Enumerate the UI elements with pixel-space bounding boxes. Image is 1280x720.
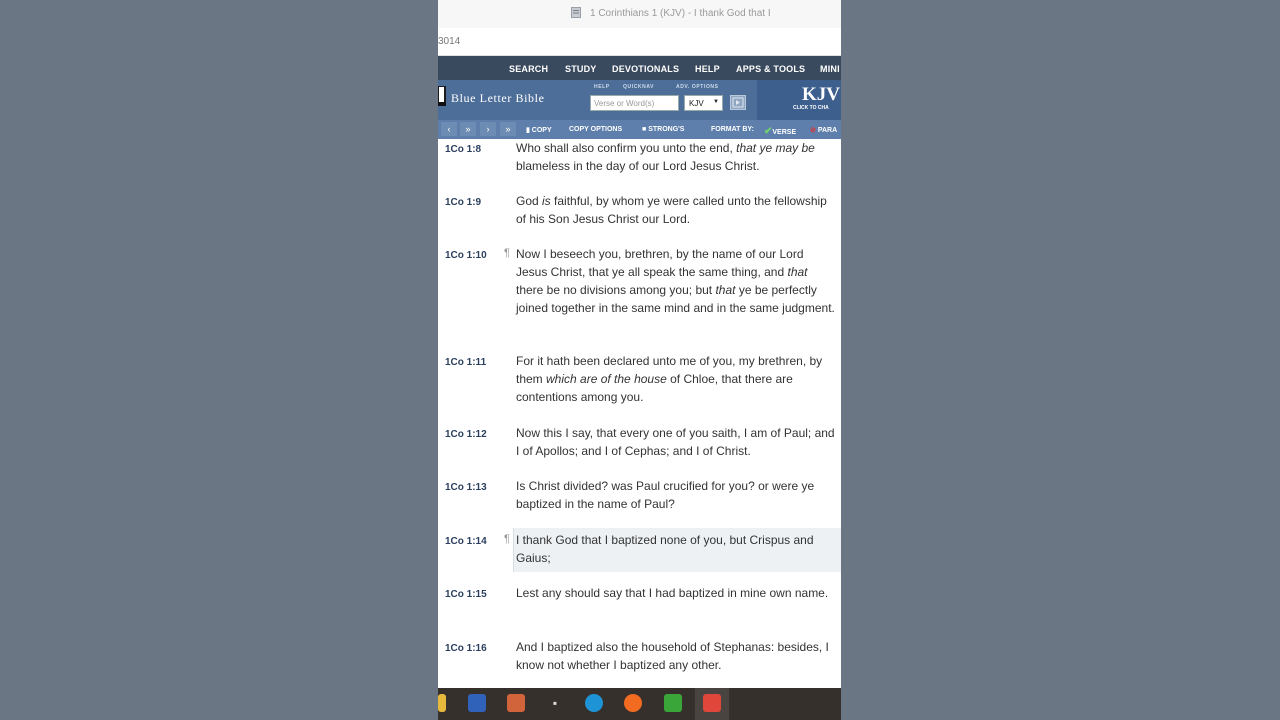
- italic-supplied-word: that ye may be: [736, 141, 815, 155]
- verse-text-segment: of Chloe, that there are contentions among you.: [516, 372, 793, 404]
- verse-list: [438, 139, 841, 688]
- italic-supplied-word: that: [787, 265, 808, 279]
- verse-reference[interactable]: 1Co 1:16: [445, 643, 487, 654]
- verse-text-segment: faithful, by whom ye were called unto the fellowship of his Son Jesus Christ our Lord.: [516, 194, 827, 226]
- camtasia-green-icon[interactable]: [664, 694, 682, 712]
- paragraph-mark: ¶: [504, 533, 510, 545]
- nav-apps-tools[interactable]: APPS & TOOLS: [736, 64, 806, 74]
- verse-reference[interactable]: 1Co 1:10: [445, 250, 487, 261]
- next-chapter-button[interactable]: [480, 122, 496, 136]
- go-button[interactable]: [730, 95, 746, 110]
- verse-text: [516, 424, 838, 460]
- chevron-right-icon: ›: [486, 124, 490, 134]
- verse-text-segment: God: [516, 194, 543, 208]
- verse-text-segment: Now I beseech you, brethren, by the name of our Lord Jesus Christ, that ye all speak the same thing, and: [516, 247, 804, 279]
- strongs-label: STRONG'S: [648, 126, 685, 133]
- address-text: 3014: [438, 36, 461, 47]
- verse-text-segment: For it hath been declared unto me of you, my brethren, by them: [516, 354, 823, 386]
- last-chapter-button[interactable]: [500, 122, 516, 136]
- italic-supplied-word: is: [542, 194, 551, 208]
- nav-search[interactable]: SEARCH: [509, 64, 549, 74]
- verse-text: [516, 584, 838, 602]
- verse-reference[interactable]: 1Co 1:12: [445, 429, 487, 440]
- adv-options-label[interactable]: ADV. OPTIONS: [676, 84, 719, 90]
- powerpoint-icon[interactable]: [507, 694, 525, 712]
- help-label: HELP: [594, 84, 610, 90]
- para-label: PARA: [817, 127, 838, 134]
- copy-label: COPY: [531, 127, 552, 134]
- verse-text-segment: Who shall also confirm you unto the end,: [516, 141, 737, 155]
- verse-text-segment: I thank God that I baptized none of you, but Crispus and Gaius;: [516, 533, 814, 565]
- italic-supplied-word: that: [715, 283, 736, 297]
- double-chevron-right-icon: »: [505, 124, 511, 134]
- browser-tab[interactable]: [438, 0, 841, 28]
- camtasia-red-icon[interactable]: [703, 694, 721, 712]
- previous-chapter-button[interactable]: [441, 122, 457, 136]
- format-para-option[interactable]: [810, 126, 837, 134]
- word-icon[interactable]: [468, 694, 486, 712]
- version-select[interactable]: [684, 95, 723, 111]
- tab-title: 1 Corinthians 1 (KJV) - I thank God that I: [590, 8, 771, 19]
- paragraph-mark: ¶: [504, 247, 510, 259]
- copy-button[interactable]: [526, 126, 552, 134]
- verse-text-segment: blameless in the day of our Lord Jesus Christ.: [516, 159, 760, 173]
- verse-text-segment: Lest any should say that I had baptized in mine own name.: [516, 586, 829, 600]
- firefox-icon[interactable]: [624, 694, 642, 712]
- copy-options-button[interactable]: COPY OPTIONS: [569, 126, 623, 133]
- go-arrow-icon: [731, 96, 745, 109]
- site-nav: [438, 56, 841, 80]
- no-entry-icon: ⊘: [810, 127, 818, 134]
- verse-text-segment: And I baptized also the household of Stephanas: besides, I know not whether I baptized any other.: [516, 640, 829, 672]
- verse-reference[interactable]: 1Co 1:15: [445, 589, 487, 600]
- strongs-toggle[interactable]: [642, 126, 684, 133]
- nav-mini[interactable]: MINI: [820, 64, 840, 74]
- site-logo[interactable]: Blue Letter Bible: [451, 91, 545, 105]
- next-verse-button[interactable]: [460, 122, 476, 136]
- edge-icon[interactable]: [585, 694, 603, 712]
- chevron-left-icon: ‹: [447, 124, 451, 134]
- checkmark-icon: ✔: [764, 126, 773, 137]
- verse-text-segment: ye be perfectly joined together in the same mind and in the same judgment.: [516, 283, 835, 315]
- verse-reference[interactable]: 1Co 1:11: [445, 357, 487, 368]
- italic-supplied-word: which are of the house: [546, 372, 667, 386]
- verse-text: [516, 638, 838, 674]
- verse-reference[interactable]: 1Co 1:14: [445, 536, 487, 547]
- verse-label: VERSE: [772, 129, 797, 136]
- nav-study[interactable]: STUDY: [565, 64, 597, 74]
- verse-text-segment: Now this I say, that every one of you saith, I am of Paul; and I of Apollos; and I of Cephas; and I of Christ.: [516, 426, 835, 458]
- chevron-down-icon: ▼: [713, 99, 719, 105]
- verse-reference[interactable]: 1Co 1:9: [445, 197, 482, 208]
- game-icon[interactable]: ▪: [552, 696, 558, 710]
- checkbox-icon: ■: [642, 126, 649, 133]
- address-bar[interactable]: [438, 28, 841, 56]
- copy-icon: ▮: [526, 127, 532, 134]
- quicknav-label: QUICKNAV: [623, 84, 655, 90]
- verse-reference[interactable]: 1Co 1:8: [445, 144, 482, 155]
- verse-text: [516, 352, 838, 406]
- verse-text: [516, 477, 838, 513]
- double-chevron-down-icon: »: [465, 124, 471, 134]
- version-badge-title: KJV: [802, 84, 840, 105]
- nav-devotionals[interactable]: DEVOTIONALS: [612, 64, 680, 74]
- verse-text-segment: Is Christ divided? was Paul crucified for you? or were ye baptized in the name of Paul?: [516, 479, 815, 511]
- verse-text: [516, 245, 838, 317]
- verse-text: [516, 139, 838, 175]
- verse-text: [516, 192, 838, 228]
- version-value: KJV: [689, 99, 704, 108]
- nav-help[interactable]: HELP: [695, 64, 720, 74]
- page-icon: [571, 7, 581, 18]
- format-verse-option[interactable]: [764, 126, 796, 137]
- logo-book-icon: [438, 84, 447, 108]
- verse-reference[interactable]: 1Co 1:13: [445, 482, 487, 493]
- version-badge-subtitle: CLICK TO CHA: [793, 105, 829, 111]
- verse-text: [516, 531, 838, 567]
- search-input[interactable]: [590, 95, 679, 111]
- verse-text-segment: there be no divisions among you; but: [516, 283, 716, 297]
- file-explorer-icon[interactable]: [438, 694, 446, 712]
- format-by-label: FORMAT BY:: [711, 126, 754, 133]
